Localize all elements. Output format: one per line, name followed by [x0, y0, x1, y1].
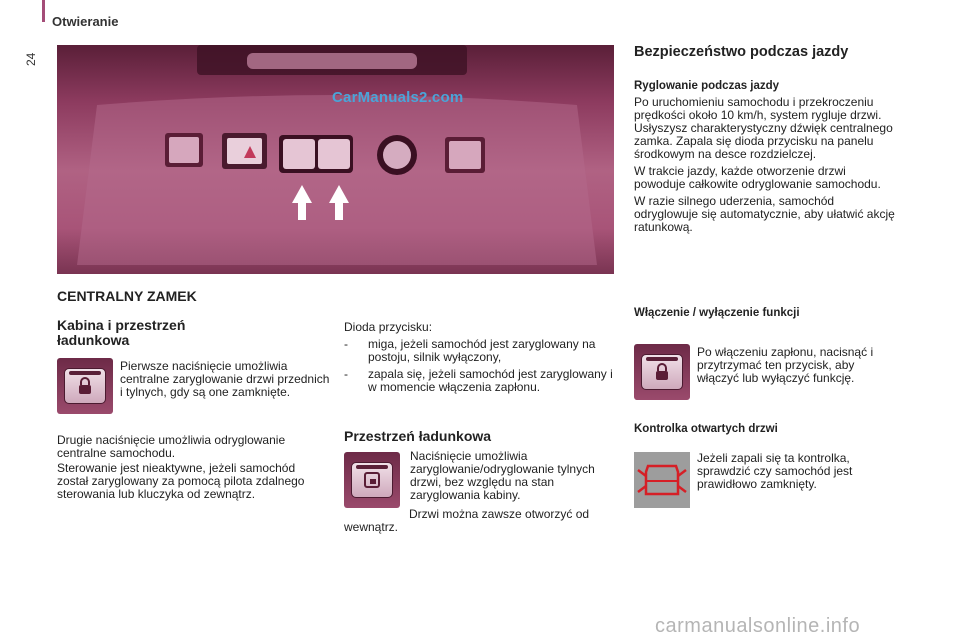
- door-warning-paragraph: Jeżeli zapali się ta kontrolka, sprawdzić czy samochód jest prawidłowo zamknięty.: [697, 451, 853, 491]
- led-item-blink: miga, jeżeli samochód jest zaryglowany na postoju, silnik wyłączony,: [368, 337, 596, 364]
- footer-watermark: carmanualsonline.info: [655, 615, 861, 637]
- dashboard-photo: [57, 45, 614, 274]
- led-section: [344, 321, 614, 394]
- lock-paragraph-2: W trakcie jazdy, każde otworzenie drzwi powoduje całkowite odryglowanie samochodu.: [634, 164, 881, 191]
- central-lock-title: CENTRALNY ZAMEK: [57, 288, 197, 304]
- section-title: Otwieranie: [52, 14, 119, 29]
- lock-button-icon: [57, 358, 113, 414]
- cargo-door-icon: [363, 471, 381, 489]
- cargo-heading: Przestrzeń ładunkowa: [344, 428, 492, 444]
- padlock-icon: [655, 363, 669, 381]
- led-item-lit: zapala się, jeżeli samochód jest zaryglowany i w momencie włączenia zapłonu.: [368, 367, 613, 394]
- led-intro: Dioda przycisku:: [344, 320, 433, 334]
- cab-paragraph-2: Drugie naciśnięcie umożliwia odryglowanie centralne samochodu.: [57, 433, 286, 460]
- cab-paragraph-3: Sterowanie jest nieaktywne, jeżeli samochód został zaryglowany za pomocą pilota zdalnego sterowania lub kluczyka od zewnątrz.: [57, 461, 305, 501]
- list-item: [344, 368, 614, 394]
- toggle-button-icon: [634, 344, 690, 400]
- open-door-warning-icon: [634, 452, 690, 508]
- toggle-paragraph: Po włączeniu zapłonu, nacisnąć i przytrzymać ten przycisk, aby włączyć lub wyłączyć funkcję.: [697, 345, 874, 385]
- cargo-lock-button-icon: [344, 452, 400, 508]
- list-item: [344, 338, 614, 364]
- dashboard-illustration: [57, 45, 614, 274]
- lock-driving-heading: Ryglowanie podczas jazdy: [634, 80, 780, 92]
- cargo-paragraph-2: Drzwi można zawsze otworzyć od wewnątrz.: [344, 507, 590, 534]
- section-marker: [42, 0, 45, 22]
- lock-paragraph-3: W razie silnego uderzenia, samochód odryglowuje się automatycznie, aby ułatwić akcję ratunkową.: [634, 194, 895, 234]
- cargo-paragraph-1: Naciśnięcie umożliwia zaryglowanie/odryglowanie tylnych drzwi, bez względu na stan zaryglowania kabiny.: [410, 449, 595, 502]
- list-dash: -: [344, 337, 348, 351]
- photo-watermark: CarManuals2.com: [332, 89, 464, 106]
- door-warning-heading: Kontrolka otwartych drzwi: [634, 423, 778, 435]
- lock-paragraph-1: Po uruchomieniu samochodu i przekroczeniu prędkości około 10 km/h, system rygluje drzwi. Usłyszysz charakterystyczny dźwięk centralnego zamka. Zapala się dioda przycisku na panelu środkowym na desce rozdzielczej.: [634, 95, 893, 161]
- cab-heading: Kabina i przestrzeń ładunkowa: [57, 317, 186, 348]
- toggle-heading: Włączenie / wyłączenie funkcji: [634, 307, 800, 319]
- cab-paragraph-1: Pierwsze naciśnięcie umożliwia centralne zaryglowanie drzwi przednich i tylnych, gdy są one zamknięte.: [120, 359, 330, 399]
- lock-driving-text: [634, 96, 899, 238]
- driving-safety-title: Bezpieczeństwo podczas jazdy: [634, 44, 849, 60]
- padlock-icon: [78, 377, 92, 395]
- page-number: 24: [24, 52, 38, 66]
- list-dash: -: [344, 367, 348, 381]
- car-doors-icon: [634, 452, 690, 508]
